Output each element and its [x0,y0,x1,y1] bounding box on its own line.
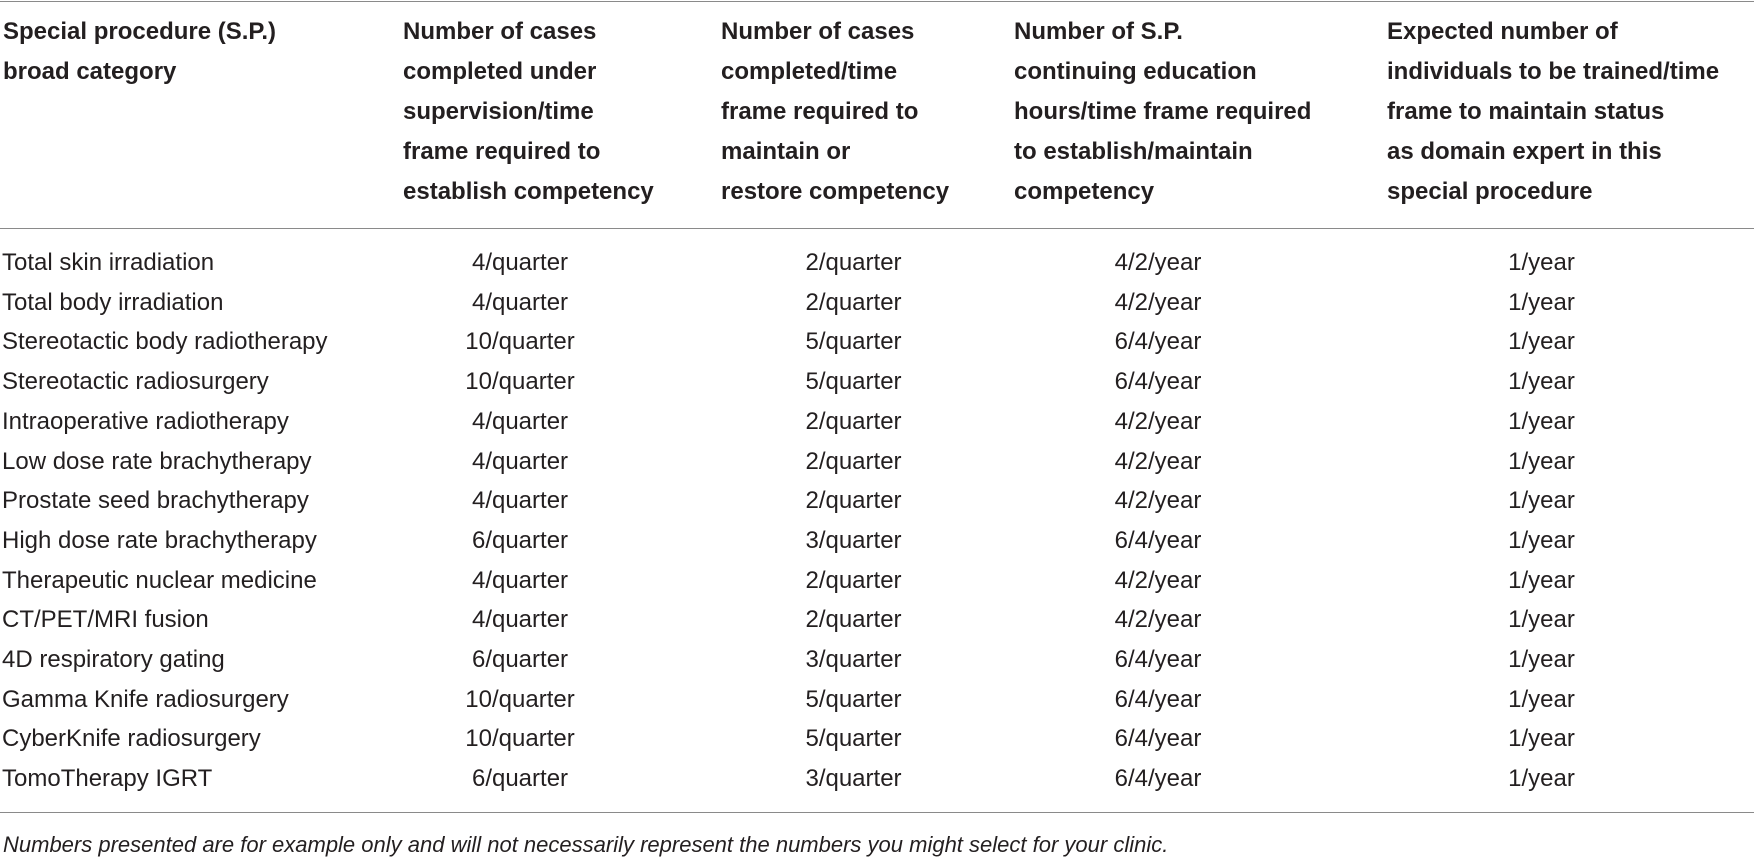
continuing-education-cell: 6/4/year [1114,685,1202,713]
continuing-education-cell: 4/2/year [1114,487,1202,515]
header-label-continuing-education: Number of S.P. continuing education hours/time frame required to establish/maintain competency [1014,18,1312,205]
supervised-cases-cell: 10/quarter [465,368,575,396]
table-row [0,481,1754,521]
maintain-cases-cell: 2/quarter [805,606,902,634]
table-row [0,362,1754,402]
maintain-cases-cell: 5/quarter [805,685,902,713]
header-cell-expected-trained [1387,0,1754,228]
expected-trained-cell: 1/year [1508,368,1575,396]
expected-trained-cell: 1/year [1508,487,1575,515]
supervised-cases-cell: 4/quarter [471,606,569,634]
continuing-education-cell: 6/4/year [1114,646,1202,674]
continuing-education-cell: 6/4/year [1114,328,1202,356]
supervised-cases-cell: 6/quarter [471,526,569,554]
procedure-cell: CT/PET/MRI fusion [2,606,209,634]
table-footnote: Numbers presented are for example only and will not necessarily represent the numbers you might select for your clinic. [3,832,1169,857]
expected-trained-cell: 1/year [1508,407,1575,435]
table-row [0,719,1754,759]
table-row [0,283,1754,323]
maintain-cases-cell: 3/quarter [805,646,902,674]
header-label-maintain-cases: Number of cases completed/time frame required to maintain or restore competency [721,18,950,205]
expected-trained-cell: 1/year [1508,685,1575,713]
continuing-education-cell: 4/2/year [1114,407,1202,435]
supervised-cases-cell: 4/quarter [471,447,569,475]
continuing-education-cell: 6/4/year [1114,725,1202,753]
procedure-cell: TomoTherapy IGRT [2,765,213,793]
expected-trained-cell: 1/year [1508,725,1575,753]
maintain-cases-cell: 2/quarter [805,566,902,594]
maintain-cases-cell: 5/quarter [805,725,902,753]
procedure-cell: Therapeutic nuclear medicine [2,566,317,594]
maintain-cases-cell: 5/quarter [805,328,902,356]
header-label-expected-trained: Expected number of individuals to be trained/time frame to maintain status as domain expert in this special procedure [1387,18,1720,205]
continuing-education-cell: 4/2/year [1114,249,1202,276]
supervised-cases-cell: 6/quarter [471,646,569,674]
expected-trained-cell: 1/year [1508,249,1575,276]
table-row [0,600,1754,640]
procedure-cell: Stereotactic body radiotherapy [2,328,328,356]
expected-trained-cell: 1/year [1508,606,1575,634]
expected-trained-cell: 1/year [1508,765,1575,793]
table-body [0,228,1754,799]
supervised-cases-cell: 10/quarter [465,685,575,713]
procedure-cell: Stereotactic radiosurgery [2,368,269,396]
maintain-cases-cell: 2/quarter [805,288,902,316]
table-row [0,322,1754,362]
maintain-cases-cell: 2/quarter [805,447,902,475]
table-row [0,521,1754,561]
expected-trained-cell: 1/year [1508,526,1575,554]
procedure-cell: Low dose rate brachytherapy [2,447,312,475]
expected-trained-cell: 1/year [1508,646,1575,674]
maintain-cases-cell: 2/quarter [805,407,902,435]
supervised-cases-cell: 4/quarter [471,407,569,435]
procedure-cell: Total skin irradiation [2,249,215,276]
maintain-cases-cell: 2/quarter [805,249,902,276]
continuing-education-cell: 6/4/year [1114,368,1202,396]
expected-trained-cell: 1/year [1508,328,1575,356]
table-bottom-rule [0,812,1754,813]
maintain-cases-cell: 2/quarter [805,487,902,515]
supervised-cases-cell: 4/quarter [471,566,569,594]
continuing-education-cell: 4/2/year [1114,606,1202,634]
maintain-cases-cell: 5/quarter [805,368,902,396]
table-row [0,759,1754,799]
table-row [0,442,1754,482]
header-cell-supervised-cases [402,0,720,228]
procedure-cell: Total body irradiation [2,288,224,316]
table-row [0,640,1754,680]
header-cell-continuing-education [1013,0,1387,228]
expected-trained-cell: 1/year [1508,566,1575,594]
maintain-cases-cell: 3/quarter [805,526,902,554]
supervised-cases-cell: 4/quarter [471,487,569,515]
table-row [0,228,1754,283]
header-cell-maintain-cases [720,0,1013,228]
header-row [0,0,1754,228]
expected-trained-cell: 1/year [1508,447,1575,475]
table-row [0,680,1754,720]
continuing-education-cell: 6/4/year [1114,765,1202,793]
procedure-cell: High dose rate brachytherapy [2,526,317,554]
procedure-cell: 4D respiratory gating [2,646,225,674]
supervised-cases-cell: 4/quarter [471,288,569,316]
continuing-education-cell: 4/2/year [1114,566,1202,594]
expected-trained-cell: 1/year [1508,288,1575,316]
procedure-cell: Prostate seed brachytherapy [2,487,309,515]
header-cell-procedure [0,0,402,228]
header-label-procedure: Special procedure (S.P.) broad category [3,18,276,85]
supervised-cases-cell: 10/quarter [465,328,575,356]
supervised-cases-cell: 4/quarter [471,249,569,276]
table-header [0,0,1754,228]
procedure-cell: Intraoperative radiotherapy [2,407,289,435]
table-row [0,561,1754,601]
continuing-education-cell: 4/2/year [1114,288,1202,316]
procedure-cell: Gamma Knife radiosurgery [2,685,289,713]
table-row [0,402,1754,442]
supervised-cases-cell: 10/quarter [465,725,575,753]
continuing-education-cell: 4/2/year [1114,447,1202,475]
maintain-cases-cell: 3/quarter [805,765,902,793]
procedure-cell: CyberKnife radiosurgery [2,725,261,753]
supervised-cases-cell: 6/quarter [471,765,569,793]
header-label-supervised-cases: Number of cases completed under supervision/time frame required to establish competency [403,18,654,205]
continuing-education-cell: 6/4/year [1114,526,1202,554]
